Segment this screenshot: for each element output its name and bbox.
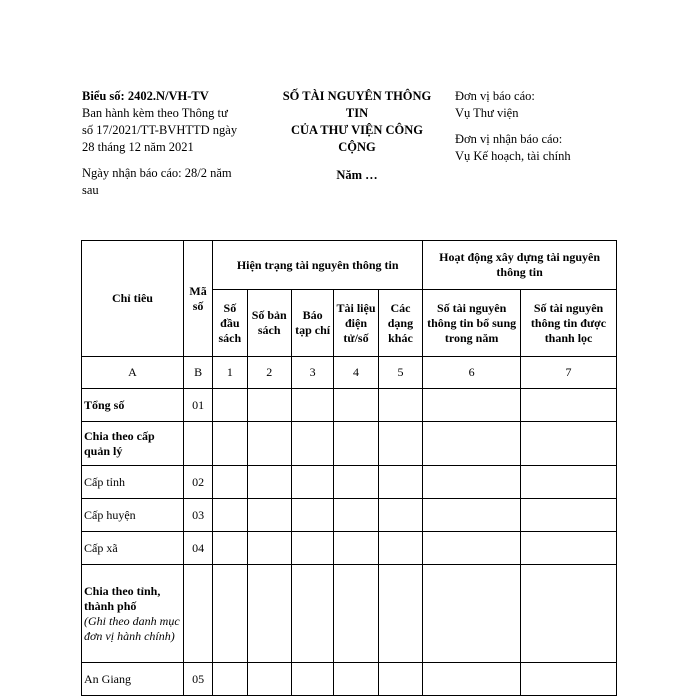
header-added: Số tài nguyên thông tin bổ sung trong năm	[423, 290, 521, 357]
table-row	[82, 466, 617, 499]
table-row	[82, 565, 617, 663]
data-cell[interactable]	[334, 532, 378, 565]
header-copies: Số bản sách	[247, 290, 291, 357]
header-titles: Số đầu sách	[213, 290, 247, 357]
data-cell[interactable]	[291, 499, 333, 532]
data-cell[interactable]	[213, 663, 247, 696]
issued-by-line2: số 17/2021/TT-BVHTTD ngày	[82, 123, 238, 137]
data-cell[interactable]	[334, 499, 378, 532]
data-cell[interactable]	[247, 532, 291, 565]
data-cell[interactable]	[423, 663, 521, 696]
col-number-1: 1	[213, 357, 247, 389]
data-cell[interactable]	[213, 422, 247, 466]
data-cell[interactable]	[521, 499, 617, 532]
data-cell[interactable]	[423, 466, 521, 499]
data-cell[interactable]	[213, 466, 247, 499]
data-cell[interactable]	[423, 389, 521, 422]
table-row	[82, 422, 617, 466]
receiving-unit-value: Vụ Kế hoạch, tài chính	[455, 149, 571, 163]
header-code	[183, 241, 212, 357]
report-year: Năm …	[336, 168, 378, 182]
title-line2: TIN	[345, 106, 369, 120]
row-label-by-level: Chia theo cấp quản lý	[82, 422, 184, 466]
data-cell[interactable]	[291, 389, 333, 422]
row-label-commune-level: Cấp xã	[82, 532, 184, 565]
data-cell[interactable]	[334, 389, 378, 422]
row-code-empty	[183, 565, 212, 663]
table-row	[82, 499, 617, 532]
data-cell[interactable]	[291, 422, 333, 466]
row-code-district-level: 03	[183, 499, 212, 532]
data-cell[interactable]	[521, 422, 617, 466]
col-number-7: 7	[521, 357, 617, 389]
data-cell[interactable]	[247, 389, 291, 422]
form-info	[82, 88, 272, 199]
row-code-province-level: 02	[183, 466, 212, 499]
data-cell[interactable]	[213, 532, 247, 565]
row-code-empty	[183, 422, 212, 466]
col-number-3: 3	[291, 357, 333, 389]
data-cell[interactable]	[247, 565, 291, 663]
receive-date-line1: Ngày nhận báo cáo: 28/2 năm	[82, 166, 232, 180]
by-province-note: (Ghi theo danh mục đơn vị hành chính)	[84, 613, 180, 643]
data-cell[interactable]	[213, 389, 247, 422]
col-letter-a: A	[82, 357, 184, 389]
data-cell[interactable]	[423, 499, 521, 532]
form-code: Biểu số: 2402.N/VH-TV	[82, 89, 209, 103]
row-code-total: 01	[183, 389, 212, 422]
data-cell[interactable]	[378, 565, 422, 663]
title-line4: CỘNG	[338, 140, 376, 154]
data-cell[interactable]	[423, 565, 521, 663]
data-cell[interactable]	[378, 499, 422, 532]
data-cell[interactable]	[378, 663, 422, 696]
receive-date-line2: sau	[82, 183, 99, 197]
data-cell[interactable]	[291, 565, 333, 663]
header-digital: Tài liệu điện tử/số	[334, 290, 378, 357]
row-code-commune-level: 04	[183, 532, 212, 565]
col-number-2: 2	[247, 357, 291, 389]
title-line1: SỐ TÀI NGUYÊN THÔNG	[282, 89, 432, 103]
header-group-current: Hiện trạng tài nguyên thông tin	[213, 241, 423, 290]
data-cell[interactable]	[334, 466, 378, 499]
header-periodicals: Báo tạp chí	[291, 290, 333, 357]
receiving-unit-label: Đơn vị nhận báo cáo:	[455, 132, 563, 146]
issued-by-line3: 28 tháng 12 năm 2021	[82, 140, 194, 154]
row-label-an-giang: An Giang	[82, 663, 184, 696]
table-row	[82, 663, 617, 696]
data-cell[interactable]	[378, 389, 422, 422]
table-row	[82, 389, 617, 422]
row-code-an-giang: 05	[183, 663, 212, 696]
data-cell[interactable]	[423, 422, 521, 466]
data-cell[interactable]	[378, 466, 422, 499]
data-cell[interactable]	[334, 663, 378, 696]
units-info	[455, 88, 625, 165]
report-table	[81, 240, 617, 696]
data-cell[interactable]	[247, 663, 291, 696]
data-cell[interactable]	[247, 466, 291, 499]
data-cell[interactable]	[291, 532, 333, 565]
header-code-line1: Mã	[189, 283, 207, 298]
row-label-by-province	[82, 565, 184, 663]
header-group-activity: Hoạt động xây dựng tài nguyên thông tin	[423, 241, 617, 290]
header-code-line2: số	[192, 298, 204, 313]
data-cell[interactable]	[247, 422, 291, 466]
reporting-unit-value: Vụ Thư viện	[455, 106, 519, 120]
data-cell[interactable]	[521, 389, 617, 422]
header-indicator: Chỉ tiêu	[82, 241, 184, 357]
data-cell[interactable]	[423, 532, 521, 565]
title-line3: CỦA THƯ VIỆN CÔNG	[290, 123, 424, 137]
row-label-total: Tổng số	[82, 389, 184, 422]
data-cell[interactable]	[334, 422, 378, 466]
col-number-4: 4	[334, 357, 378, 389]
data-cell[interactable]	[521, 565, 617, 663]
document-title	[272, 88, 442, 184]
data-cell[interactable]	[247, 499, 291, 532]
data-cell[interactable]	[521, 466, 617, 499]
table-row	[82, 532, 617, 565]
data-cell[interactable]	[213, 499, 247, 532]
header-weeded: Số tài nguyên thông tin được thanh lọc	[521, 290, 617, 357]
data-cell[interactable]	[521, 532, 617, 565]
row-label-province-level: Cấp tỉnh	[82, 466, 184, 499]
data-cell[interactable]	[291, 663, 333, 696]
issued-by-line1: Ban hành kèm theo Thông tư	[82, 106, 228, 120]
col-letter-b: B	[183, 357, 212, 389]
col-number-6: 6	[423, 357, 521, 389]
header-other: Các dạng khác	[378, 290, 422, 357]
data-cell[interactable]	[213, 565, 247, 663]
data-cell[interactable]	[521, 663, 617, 696]
data-cell[interactable]	[378, 422, 422, 466]
data-cell[interactable]	[334, 565, 378, 663]
data-cell[interactable]	[378, 532, 422, 565]
data-cell[interactable]	[291, 466, 333, 499]
row-label-district-level: Cấp huyện	[82, 499, 184, 532]
col-number-5: 5	[378, 357, 422, 389]
by-province-title: Chia theo tỉnh, thành phố	[84, 583, 161, 613]
reporting-unit-label: Đơn vị báo cáo:	[455, 89, 535, 103]
